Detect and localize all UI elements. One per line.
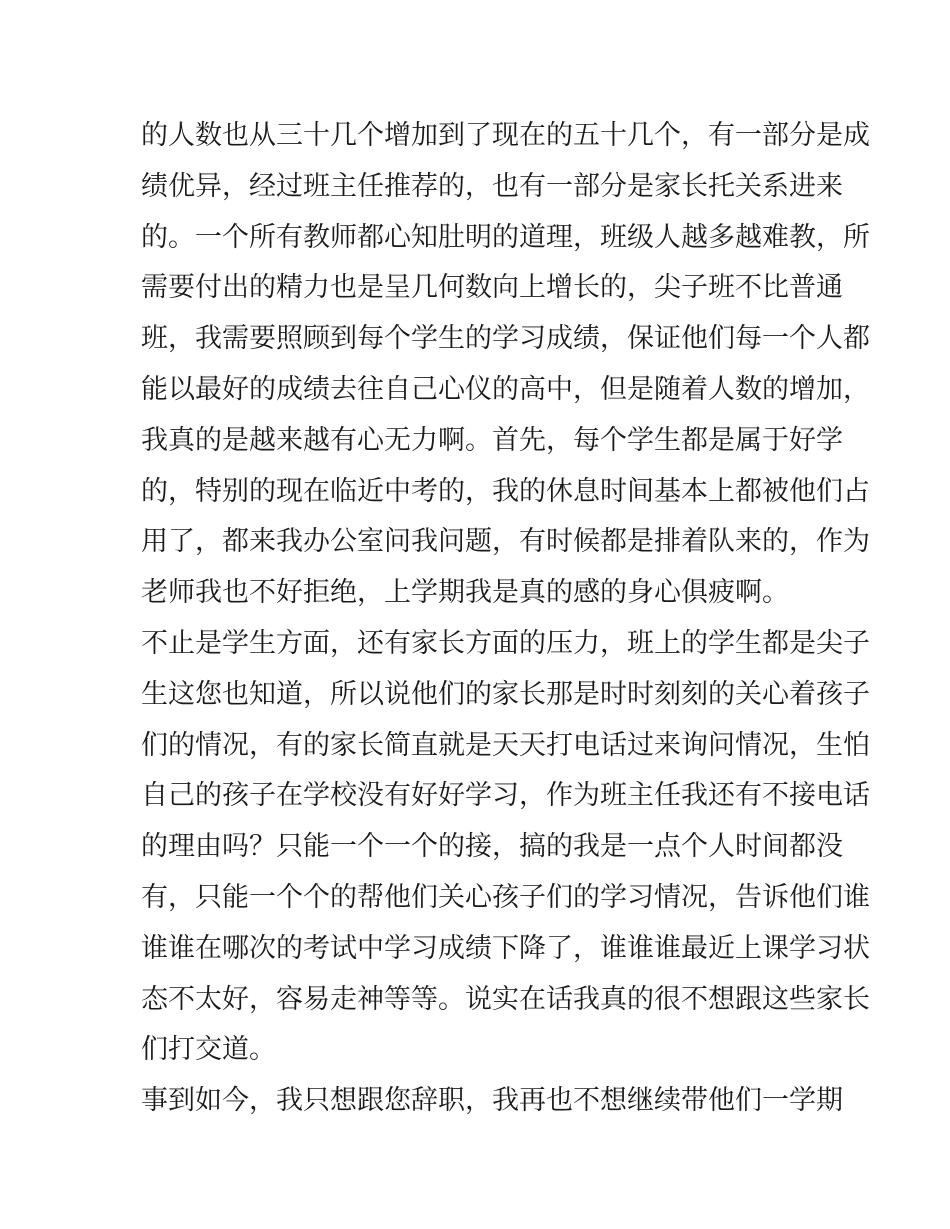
text-line: 自己的孩子在学校没有好好学习，作为班主任我还有不接电话: [141, 780, 870, 812]
text-line: 生这您也知道，所以说他们的家长那是时时刻刻的关心着孩子: [141, 678, 870, 710]
text-line: 谁谁在哪次的考试中学习成绩下降了，谁谁谁最近上课学习状: [141, 932, 870, 964]
letter-body-text: [141, 111, 870, 1127]
text-line: 班，我需要照顾到每个学生的学习成绩，保证他们每一个人都: [141, 323, 870, 355]
text-line: 不止是学生方面，还有家长方面的压力，班上的学生都是尖子: [141, 627, 870, 659]
text-line: 老师我也不好拒绝，上学期我是真的感的身心俱疲啊。: [141, 577, 789, 609]
text-line: 有，只能一个个的帮他们关心孩子们的学习情况，告诉他们谁: [141, 881, 870, 913]
text-line: 事到如今，我只想跟您辞职，我再也不想继续带他们一学期: [141, 1085, 843, 1117]
text-line: 需要付出的精力也是呈几何数向上增长的，尖子班不比普通: [141, 272, 843, 304]
text-line: 能以最好的成绩去往自己心仪的高中，但是随着人数的增加，: [141, 373, 870, 405]
text-line: 们的情况，有的家长简直就是天天打电话过来询问情况，生怕: [141, 729, 870, 761]
text-line: 的。一个所有教师都心知肚明的道理，班级人越多越难教，所: [141, 221, 870, 253]
text-line: 们打交道。: [141, 1034, 276, 1066]
text-line: 用了，都来我办公室问我问题，有时候都是排着队来的，作为: [141, 526, 870, 558]
text-line: 绩优异，经过班主任推荐的，也有一部分是家长托关系进来: [141, 170, 843, 202]
text-line: 我真的是越来越有心无力啊。首先，每个学生都是属于好学: [141, 424, 843, 456]
text-line: 的人数也从三十几个增加到了现在的五十几个，有一部分是成: [141, 120, 870, 151]
text-line: 的理由吗？只能一个一个的接，搞的我是一点个人时间都没: [141, 831, 843, 863]
text-line: 态不太好，容易走神等等。说实在话我真的很不想跟这些家长: [141, 983, 870, 1015]
text-line: 的，特别的现在临近中考的，我的休息时间基本上都被他们占: [141, 475, 870, 507]
